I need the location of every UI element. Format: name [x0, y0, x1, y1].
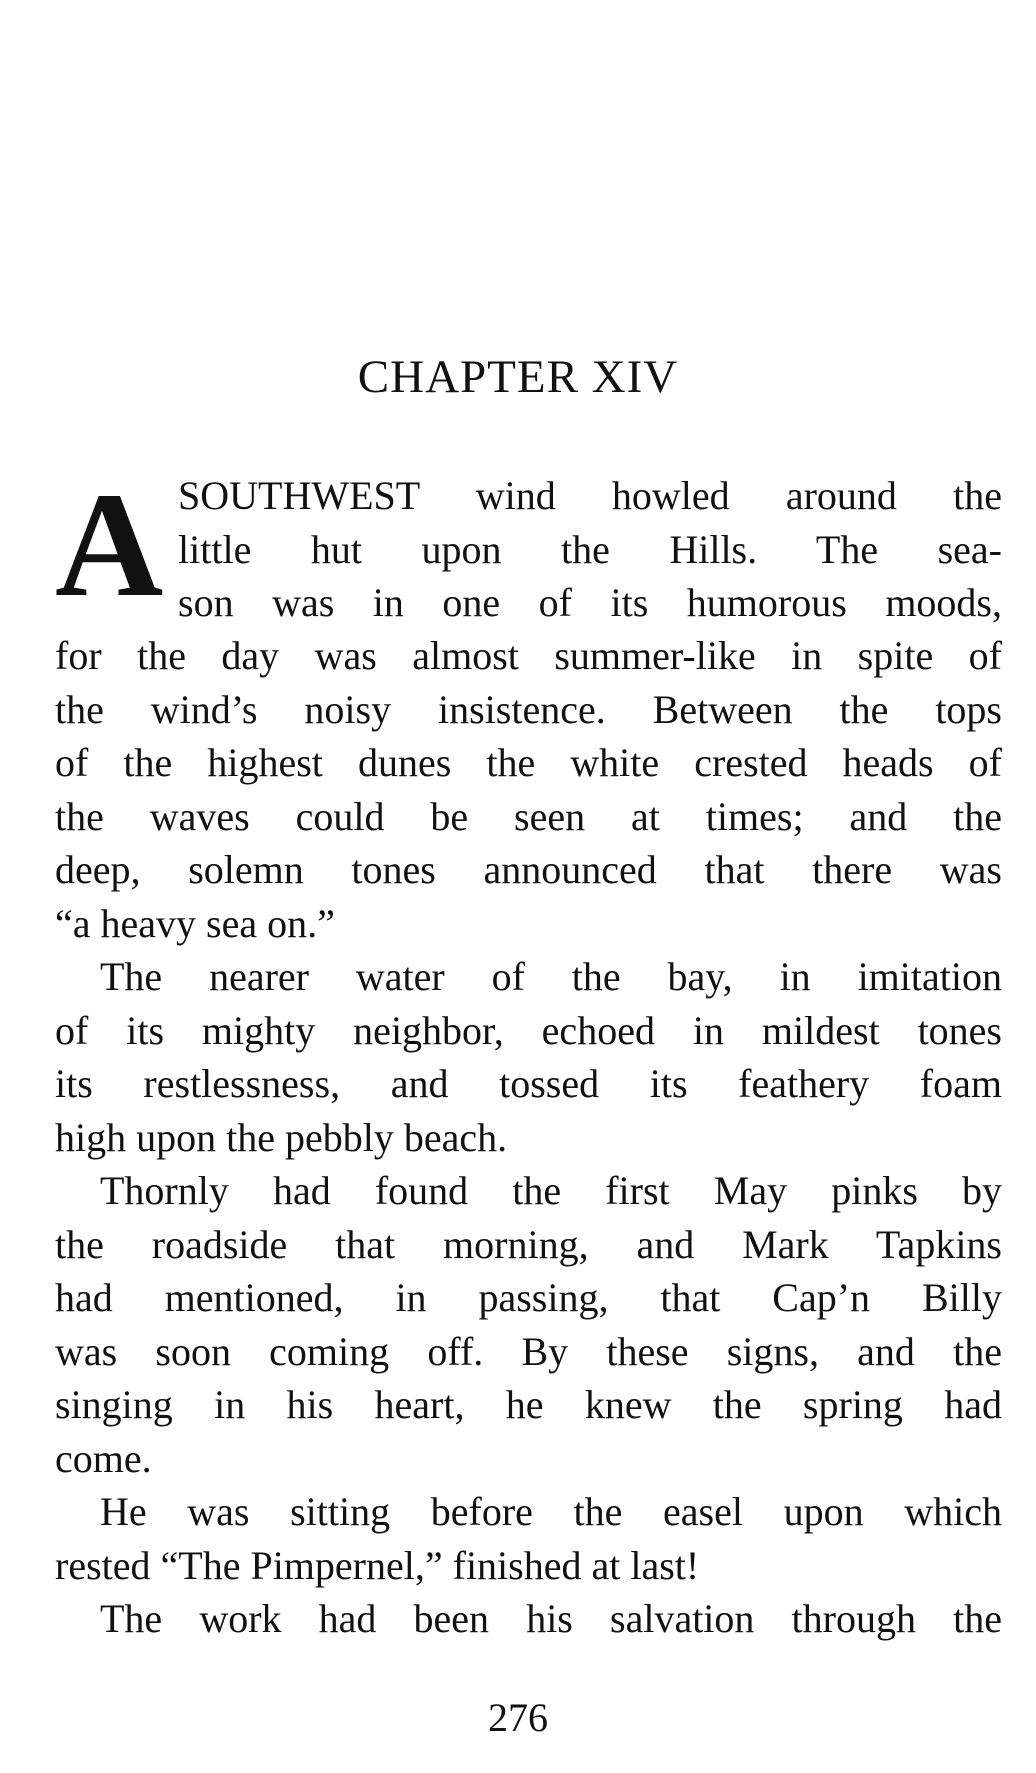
- text-line: SOUTHWEST wind howled around the: [178, 473, 1002, 518]
- paragraph-1-intro: [178, 469, 1002, 630]
- text-line: of its mighty neighbor, echoed in mildest tones: [55, 1007, 1002, 1053]
- text-line: little hut upon the Hills. The sea-: [178, 526, 1002, 572]
- text-line: the roadside that morning, and Mark Tapkins: [55, 1221, 1002, 1267]
- text-line: son was in one of its humorous moods,: [178, 580, 1002, 625]
- text-line: singing in his heart, he knew the spring had: [55, 1382, 1002, 1427]
- text-line: for the day was almost summer-like in spite of: [55, 633, 1002, 678]
- text-line: rested “The Pimpernel,” finished at last!: [55, 1542, 700, 1588]
- text-line: the wind’s noisy insistence. Between the tops: [55, 686, 1002, 732]
- text-line: come.: [55, 1435, 152, 1481]
- text-line: high upon the pebbly beach.: [55, 1114, 508, 1160]
- text-line: the waves could be seen at times; and the: [55, 793, 1002, 839]
- chapter-title: CHAPTER XIV: [357, 351, 679, 403]
- text-line: had mentioned, in passing, that Cap’n Billy: [55, 1275, 1002, 1320]
- text-line: Thornly had found the first May pinks by: [100, 1168, 1002, 1213]
- text-line: He was sitting before the easel upon which: [100, 1489, 1002, 1534]
- paragraph-4: [55, 1485, 1002, 1592]
- text-line: The work had been his salvation through the: [100, 1596, 1002, 1641]
- text-line: was soon coming off. By these signs, and the: [55, 1328, 1002, 1374]
- page-number: 276: [488, 1695, 548, 1740]
- paragraph-1-body: [55, 629, 1002, 950]
- paragraph-2: [55, 950, 1002, 1164]
- text-line: of the highest dunes the white crested heads of: [55, 740, 1002, 785]
- text-line: The nearer water of the bay, in imitation: [100, 954, 1002, 999]
- text-line: deep, solemn tones announced that there was: [55, 847, 1002, 892]
- drop-cap: A: [55, 462, 164, 628]
- text-line: its restlessness, and tossed its feathery foam: [55, 1061, 1002, 1106]
- paragraph-3: [55, 1164, 1002, 1485]
- paragraph-5: [55, 1592, 1002, 1646]
- text-line: “a heavy sea on.”: [55, 900, 335, 946]
